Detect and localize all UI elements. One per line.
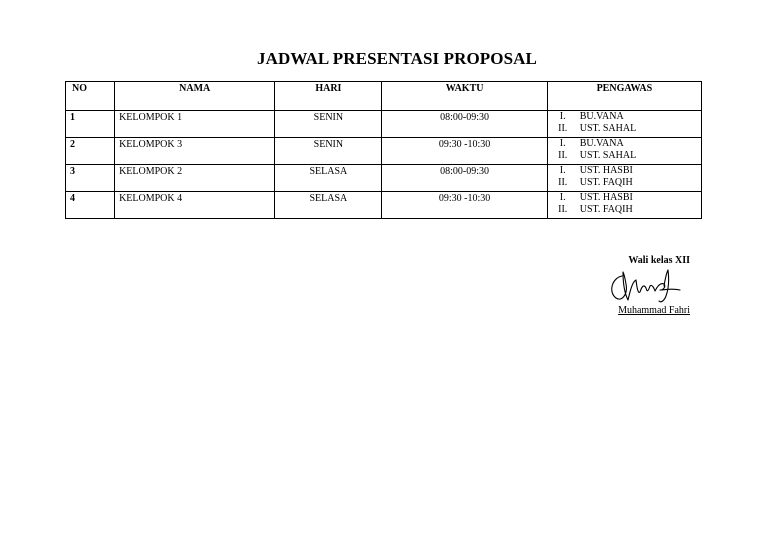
page-title: JADWAL PRESENTASI PROPOSAL <box>256 49 537 68</box>
pengawas-item <box>548 177 701 189</box>
pengawas-name: UST. SAHAL <box>579 123 637 134</box>
pengawas-number: II. <box>558 177 568 188</box>
table-header-row <box>66 82 702 111</box>
pengawas-name: UST. SAHAL <box>579 150 637 161</box>
signature-name: Muhammad Fahri <box>618 305 690 316</box>
signature-title: Wali kelas XII <box>628 255 690 266</box>
pengawas-name: UST. FAQIH <box>579 204 633 215</box>
header-nama: NAMA <box>115 82 275 111</box>
header-waktu: WAKTU <box>382 82 547 111</box>
cell-waktu: 09:30 -10:30 <box>382 192 547 219</box>
pengawas-item <box>548 192 701 204</box>
header-hari: HARI <box>275 82 382 111</box>
pengawas-item <box>548 138 701 150</box>
cell-no: 2 <box>66 138 115 165</box>
pengawas-name: UST. HASBI <box>579 165 633 176</box>
table-row <box>66 165 702 192</box>
cell-nama: KELOMPOK 2 <box>115 165 275 192</box>
cell-pengawas <box>547 192 701 219</box>
table-row <box>66 192 702 219</box>
pengawas-number: I. <box>559 192 566 203</box>
cell-no: 4 <box>66 192 115 219</box>
pengawas-name: BU.VANA <box>579 111 624 122</box>
pengawas-item <box>548 111 701 123</box>
cell-waktu: 09:30 -10:30 <box>382 138 547 165</box>
pengawas-number: I. <box>559 138 566 149</box>
cell-nama: KELOMPOK 1 <box>115 111 275 138</box>
pengawas-number: II. <box>558 123 568 134</box>
header-no: NO <box>66 82 115 111</box>
cell-hari: SENIN <box>275 138 382 165</box>
cell-hari: SELASA <box>275 192 382 219</box>
table-row <box>66 138 702 165</box>
cell-nama: KELOMPOK 4 <box>115 192 275 219</box>
pengawas-number: II. <box>558 150 568 161</box>
pengawas-item <box>548 165 701 177</box>
pengawas-item <box>548 204 701 216</box>
cell-hari: SENIN <box>275 111 382 138</box>
cell-no: 1 <box>66 111 115 138</box>
pengawas-number: II. <box>558 204 568 215</box>
handwritten-signature <box>606 268 686 310</box>
cell-hari: SELASA <box>275 165 382 192</box>
pengawas-name: BU.VANA <box>579 138 624 149</box>
signature-block <box>598 254 693 324</box>
header-pengawas: PENGAWAS <box>547 82 701 111</box>
cell-pengawas <box>547 111 701 138</box>
cell-pengawas <box>547 165 701 192</box>
cell-nama: KELOMPOK 3 <box>115 138 275 165</box>
schedule-table <box>65 81 702 219</box>
pengawas-number: I. <box>559 165 566 176</box>
pengawas-name: UST. FAQIH <box>579 177 633 188</box>
pengawas-number: I. <box>559 111 566 122</box>
cell-pengawas <box>547 138 701 165</box>
pengawas-item <box>548 150 701 162</box>
cell-no: 3 <box>66 165 115 192</box>
pengawas-item <box>548 123 701 135</box>
table-row <box>66 111 702 138</box>
pengawas-name: UST. HASBI <box>579 192 633 203</box>
cell-waktu: 08:00-09:30 <box>382 111 547 138</box>
cell-waktu: 08:00-09:30 <box>382 165 547 192</box>
